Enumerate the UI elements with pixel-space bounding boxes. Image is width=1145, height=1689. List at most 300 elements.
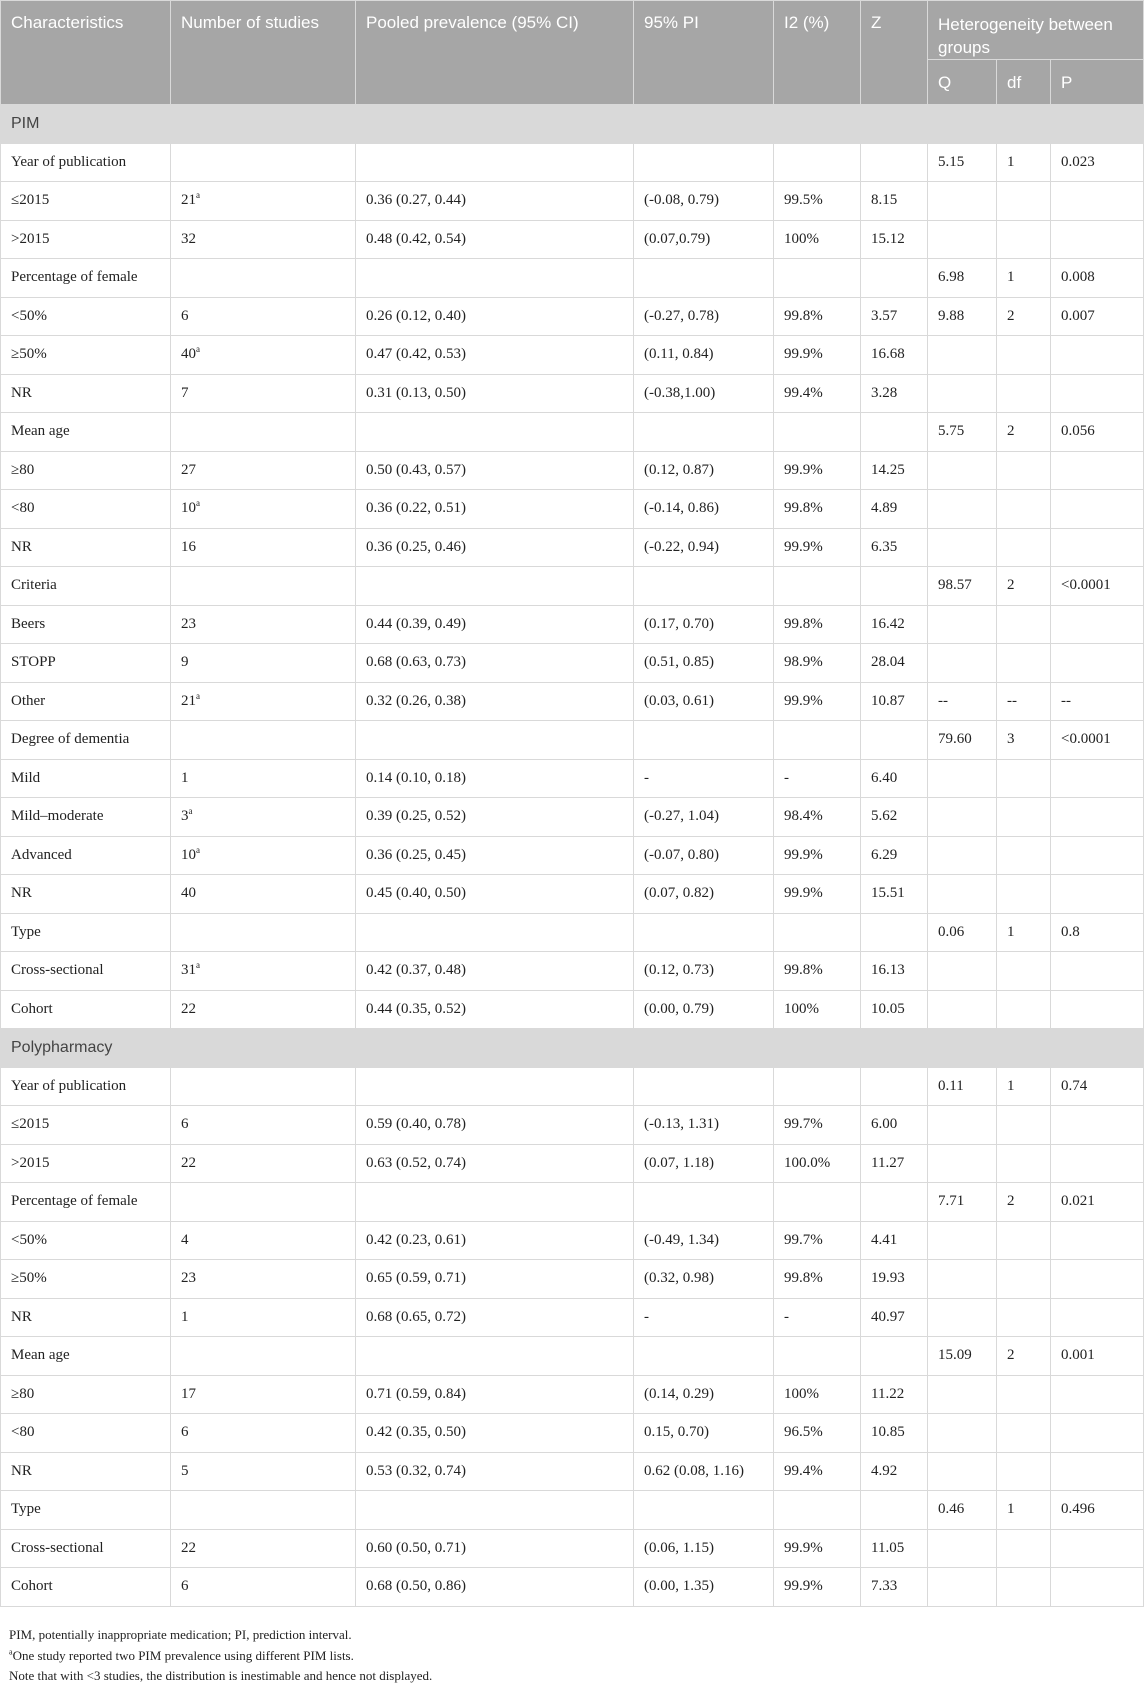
cell-characteristic [1, 1414, 171, 1453]
cell-value: (0.06, 1.15) [644, 1539, 714, 1556]
cell-prediction-interval [634, 605, 774, 644]
cell-value: -- [1061, 692, 1071, 709]
cell-value: - [784, 1308, 789, 1325]
cell-i2 [774, 605, 861, 644]
cell-q [928, 490, 997, 529]
cell-pooled-prevalence [356, 1375, 634, 1414]
cell-value: 96.5% [784, 1424, 823, 1441]
cell-value: 100.0% [784, 1154, 831, 1171]
cell-prediction-interval [634, 836, 774, 875]
cell-i2 [774, 1414, 861, 1453]
cell-i2 [774, 1183, 861, 1222]
section-header-row [1, 1029, 1144, 1068]
cell-value: ≤2015 [11, 1116, 50, 1133]
cell-p [1051, 721, 1144, 760]
table-row [1, 1568, 1144, 1607]
cell-i2 [774, 952, 861, 991]
cell-value: <0.0001 [1061, 731, 1111, 748]
cell-z [861, 721, 928, 760]
cell-pooled-prevalence [356, 374, 634, 413]
cell-prediction-interval [634, 182, 774, 221]
cell-z [861, 644, 928, 683]
cell-z [861, 1452, 928, 1491]
cell-value: 2 [1007, 577, 1015, 594]
cell-value: 0.68 (0.50, 0.86) [366, 1578, 466, 1595]
cell-characteristic [1, 721, 171, 760]
cell-q [928, 1375, 997, 1414]
cell-df [997, 1221, 1051, 1260]
cell-value: Mild [11, 769, 41, 786]
cell-z [861, 1106, 928, 1145]
cell-value: 5 [181, 1462, 189, 1479]
cell-value: 21 [181, 692, 196, 709]
col-z: Z [861, 1, 928, 105]
cell-p [1051, 1183, 1144, 1222]
cell-p [1051, 182, 1144, 221]
cell-value: 99.9% [784, 692, 823, 709]
table-row [1, 682, 1144, 721]
cell-prediction-interval [634, 451, 774, 490]
cell-df [997, 1414, 1051, 1453]
cell-df [997, 1144, 1051, 1183]
cell-df [997, 1491, 1051, 1530]
cell-characteristic [1, 528, 171, 567]
cell-value: Percentage of female [11, 1193, 138, 1210]
cell-value: Mean age [11, 423, 70, 440]
cell-value: NR [11, 538, 32, 555]
cell-value: 9 [181, 654, 189, 671]
cell-prediction-interval [634, 220, 774, 259]
cell-characteristic [1, 605, 171, 644]
footnote-marker: a [196, 498, 200, 509]
cell-value: (0.14, 0.29) [644, 1385, 714, 1402]
cell-value: 2 [1007, 1193, 1015, 1210]
cell-df [997, 836, 1051, 875]
cell-z [861, 1491, 928, 1530]
cell-value: 0.45 (0.40, 0.50) [366, 885, 466, 902]
cell-prediction-interval [634, 1183, 774, 1222]
section-filler-cell [1051, 105, 1144, 144]
cell-pooled-prevalence [356, 1106, 634, 1145]
cell-p [1051, 490, 1144, 529]
cell-number-of-studies [171, 490, 356, 529]
cell-p [1051, 1529, 1144, 1568]
cell-p [1051, 1106, 1144, 1145]
cell-value: 0.32 (0.26, 0.38) [366, 692, 466, 709]
cell-value: NR [11, 384, 32, 401]
cell-value: >2015 [11, 230, 50, 247]
cell-p [1051, 682, 1144, 721]
cell-prediction-interval [634, 297, 774, 336]
cell-value: 10.85 [871, 1424, 905, 1441]
cell-value: 0.60 (0.50, 0.71) [366, 1539, 466, 1556]
cell-df [997, 1067, 1051, 1106]
cell-i2 [774, 644, 861, 683]
header-row [1, 1, 1144, 60]
cell-value: 99.9% [784, 1539, 823, 1556]
cell-q [928, 682, 997, 721]
cell-value: 6 [181, 1116, 189, 1133]
cell-characteristic [1, 1452, 171, 1491]
cell-pooled-prevalence [356, 451, 634, 490]
cell-value: 0.06 [938, 923, 965, 940]
cell-value: 21 [181, 192, 196, 209]
cell-pooled-prevalence [356, 1491, 634, 1530]
cell-characteristic [1, 1298, 171, 1337]
cell-characteristic [1, 297, 171, 336]
footnote-marker: a [196, 190, 200, 201]
cell-value: Cohort [11, 1000, 53, 1017]
cell-value: 17 [181, 1385, 196, 1402]
cell-value: 40.97 [871, 1308, 905, 1325]
cell-value: NR [11, 885, 32, 902]
cell-value: <50% [11, 1231, 47, 1248]
cell-i2 [774, 1067, 861, 1106]
cell-characteristic [1, 1106, 171, 1145]
cell-prediction-interval [634, 952, 774, 991]
table-row [1, 1067, 1144, 1106]
cell-value: 15.09 [938, 1347, 972, 1364]
cell-pooled-prevalence [356, 990, 634, 1029]
cell-prediction-interval [634, 682, 774, 721]
cell-number-of-studies [171, 1491, 356, 1530]
cell-value: 0.056 [1061, 423, 1095, 440]
cell-pooled-prevalence [356, 413, 634, 452]
cell-q [928, 952, 997, 991]
cell-p [1051, 1452, 1144, 1491]
cell-z [861, 1568, 928, 1607]
section-filler-cell [356, 105, 634, 144]
cell-value: 0.68 (0.63, 0.73) [366, 654, 466, 671]
cell-q [928, 1067, 997, 1106]
cell-df [997, 1260, 1051, 1299]
cell-q [928, 721, 997, 760]
cell-value: 10 [181, 846, 196, 863]
section-header-row [1, 105, 1144, 144]
cell-i2 [774, 759, 861, 798]
cell-pooled-prevalence [356, 297, 634, 336]
cell-number-of-studies [171, 1529, 356, 1568]
cell-pooled-prevalence [356, 798, 634, 837]
cell-p [1051, 1414, 1144, 1453]
cell-prediction-interval [634, 644, 774, 683]
cell-i2 [774, 913, 861, 952]
cell-value: 1 [1007, 153, 1015, 170]
table-row [1, 451, 1144, 490]
cell-value: 14.25 [871, 461, 905, 478]
cell-pooled-prevalence [356, 1144, 634, 1183]
cell-value: 0.496 [1061, 1501, 1095, 1518]
cell-value: 99.9% [784, 846, 823, 863]
section-title: PIM [1, 105, 171, 144]
section-filler-cell [997, 105, 1051, 144]
cell-value: 0.42 (0.37, 0.48) [366, 962, 466, 979]
cell-i2 [774, 220, 861, 259]
cell-p [1051, 451, 1144, 490]
cell-p [1051, 1375, 1144, 1414]
cell-number-of-studies [171, 143, 356, 182]
cell-z [861, 1144, 928, 1183]
cell-q [928, 1106, 997, 1145]
cell-i2 [774, 721, 861, 760]
cell-z [861, 875, 928, 914]
cell-q [928, 220, 997, 259]
cell-value: 40 [181, 885, 196, 902]
cell-characteristic [1, 451, 171, 490]
cell-z [861, 567, 928, 606]
cell-value: 8.15 [871, 192, 898, 209]
cell-value: 1 [181, 769, 189, 786]
cell-p [1051, 1568, 1144, 1607]
cell-q [928, 1221, 997, 1260]
cell-z [861, 1414, 928, 1453]
cell-z [861, 374, 928, 413]
cell-number-of-studies [171, 1183, 356, 1222]
cell-value: 0.44 (0.35, 0.52) [366, 1000, 466, 1017]
cell-value: 0.001 [1061, 1347, 1095, 1364]
cell-characteristic [1, 1183, 171, 1222]
footnote-note: Note that with <3 studies, the distribution is inestimable and hence not displayed. [9, 1668, 433, 1683]
section-filler-cell [634, 105, 774, 144]
cell-z [861, 1375, 928, 1414]
table-row [1, 875, 1144, 914]
cell-pooled-prevalence [356, 1067, 634, 1106]
cell-pooled-prevalence [356, 182, 634, 221]
cell-value: 99.8% [784, 307, 823, 324]
cell-number-of-studies [171, 1568, 356, 1607]
cell-value: 16 [181, 538, 196, 555]
cell-value: - [644, 1308, 649, 1325]
cell-df [997, 644, 1051, 683]
cell-i2 [774, 836, 861, 875]
cell-df [997, 1337, 1051, 1376]
cell-value: (0.07, 1.18) [644, 1154, 714, 1171]
col-i2: I2 (%) [774, 1, 861, 105]
table-row [1, 952, 1144, 991]
cell-value: 4.89 [871, 500, 898, 517]
cell-value: ≥80 [11, 1385, 35, 1402]
cell-value: -- [1007, 692, 1017, 709]
cell-df [997, 259, 1051, 298]
cell-pooled-prevalence [356, 1529, 634, 1568]
cell-df [997, 1529, 1051, 1568]
cell-characteristic [1, 336, 171, 375]
cell-value: 99.9% [784, 885, 823, 902]
cell-prediction-interval [634, 759, 774, 798]
cell-prediction-interval [634, 990, 774, 1029]
cell-p [1051, 875, 1144, 914]
cell-value: 99.4% [784, 384, 823, 401]
cell-z [861, 297, 928, 336]
cell-value: <50% [11, 307, 47, 324]
cell-value: 0.42 (0.23, 0.61) [366, 1231, 466, 1248]
cell-value: 10.05 [871, 1000, 905, 1017]
table-body [1, 105, 1144, 1607]
section-filler-cell [1051, 1029, 1144, 1068]
cell-number-of-studies [171, 1337, 356, 1376]
cell-value: ≥80 [11, 461, 35, 478]
cell-q [928, 990, 997, 1029]
cell-p [1051, 567, 1144, 606]
cell-q [928, 644, 997, 683]
cell-i2 [774, 374, 861, 413]
cell-value: 7 [181, 384, 189, 401]
cell-pooled-prevalence [356, 336, 634, 375]
cell-value: 0.26 (0.12, 0.40) [366, 307, 466, 324]
table-row [1, 1221, 1144, 1260]
cell-value: 6 [181, 1578, 189, 1595]
cell-value: 2 [1007, 1347, 1015, 1364]
table-row [1, 182, 1144, 221]
cell-characteristic [1, 374, 171, 413]
cell-pooled-prevalence [356, 490, 634, 529]
cell-df [997, 952, 1051, 991]
cell-characteristic [1, 182, 171, 221]
cell-characteristic [1, 682, 171, 721]
cell-pooled-prevalence [356, 1260, 634, 1299]
cell-value: (-0.07, 0.80) [644, 846, 719, 863]
cell-value: 2 [1007, 307, 1015, 324]
cell-i2 [774, 490, 861, 529]
cell-value: 0.008 [1061, 269, 1095, 286]
cell-number-of-studies [171, 875, 356, 914]
cell-i2 [774, 1221, 861, 1260]
cell-value: 27 [181, 461, 196, 478]
cell-characteristic [1, 1375, 171, 1414]
cell-characteristic [1, 1144, 171, 1183]
cell-value: 32 [181, 230, 196, 247]
cell-i2 [774, 182, 861, 221]
cell-pooled-prevalence [356, 913, 634, 952]
cell-value: 100% [784, 1000, 819, 1017]
cell-number-of-studies [171, 1260, 356, 1299]
cell-value: 23 [181, 615, 196, 632]
cell-i2 [774, 1298, 861, 1337]
table-row [1, 528, 1144, 567]
table-row [1, 1183, 1144, 1222]
cell-i2 [774, 682, 861, 721]
cell-q [928, 1414, 997, 1453]
cell-number-of-studies [171, 1375, 356, 1414]
cell-df [997, 220, 1051, 259]
cell-value: 3.57 [871, 307, 898, 324]
cell-p [1051, 759, 1144, 798]
footnote-marker: a [196, 344, 200, 355]
table-row [1, 836, 1144, 875]
cell-z [861, 182, 928, 221]
cell-value: 0.47 (0.42, 0.53) [366, 346, 466, 363]
cell-pooled-prevalence [356, 220, 634, 259]
cell-df [997, 413, 1051, 452]
cell-q [928, 374, 997, 413]
cell-df [997, 297, 1051, 336]
cell-prediction-interval [634, 143, 774, 182]
cell-value: Cross-sectional [11, 962, 104, 979]
table-row [1, 413, 1144, 452]
table-row [1, 1452, 1144, 1491]
cell-value: 0.68 (0.65, 0.72) [366, 1308, 466, 1325]
cell-p [1051, 1491, 1144, 1530]
col-heterogeneity: Heterogeneity between groups [928, 1, 1144, 60]
cell-i2 [774, 1375, 861, 1414]
cell-value: (-0.08, 0.79) [644, 192, 719, 209]
cell-value: 0.59 (0.40, 0.78) [366, 1116, 466, 1133]
cell-q [928, 413, 997, 452]
cell-i2 [774, 990, 861, 1029]
cell-value: 7.71 [938, 1193, 965, 1210]
cell-value: 0.44 (0.39, 0.49) [366, 615, 466, 632]
col-characteristics: Characteristics [1, 1, 171, 105]
cell-characteristic [1, 1568, 171, 1607]
cell-number-of-studies [171, 1298, 356, 1337]
cell-value: 5.62 [871, 808, 898, 825]
cell-prediction-interval [634, 374, 774, 413]
cell-value: (-0.13, 1.31) [644, 1116, 719, 1133]
cell-value: 16.68 [871, 346, 905, 363]
cell-characteristic [1, 952, 171, 991]
cell-z [861, 1067, 928, 1106]
cell-characteristic [1, 1067, 171, 1106]
cell-value: ≤2015 [11, 192, 50, 209]
cell-value: 0.48 (0.42, 0.54) [366, 230, 466, 247]
cell-value: 0.007 [1061, 307, 1095, 324]
cell-p [1051, 798, 1144, 837]
table-row [1, 1260, 1144, 1299]
cell-q [928, 1298, 997, 1337]
cell-value: 6.00 [871, 1116, 898, 1133]
cell-value: 99.7% [784, 1231, 823, 1248]
section-filler-cell [861, 1029, 928, 1068]
cell-p [1051, 1067, 1144, 1106]
cell-characteristic [1, 413, 171, 452]
table-row [1, 1298, 1144, 1337]
cell-p [1051, 913, 1144, 952]
cell-value: -- [938, 692, 948, 709]
cell-number-of-studies [171, 220, 356, 259]
col-prediction-interval: 95% PI [634, 1, 774, 105]
cell-z [861, 798, 928, 837]
cell-number-of-studies [171, 413, 356, 452]
table-row [1, 1375, 1144, 1414]
cell-z [861, 451, 928, 490]
cell-value: 10.87 [871, 692, 905, 709]
cell-value: <0.0001 [1061, 577, 1111, 594]
cell-value: 22 [181, 1000, 196, 1017]
cell-value: 100% [784, 230, 819, 247]
cell-z [861, 336, 928, 375]
table-row [1, 336, 1144, 375]
cell-value: 0.50 (0.43, 0.57) [366, 461, 466, 478]
cell-i2 [774, 528, 861, 567]
cell-pooled-prevalence [356, 567, 634, 606]
cell-value: 6.40 [871, 769, 898, 786]
cell-p [1051, 220, 1144, 259]
cell-prediction-interval [634, 336, 774, 375]
cell-number-of-studies [171, 644, 356, 683]
cell-pooled-prevalence [356, 1414, 634, 1453]
cell-q [928, 143, 997, 182]
cell-value: 98.9% [784, 654, 823, 671]
cell-value: 1 [1007, 1501, 1015, 1518]
cell-number-of-studies [171, 1067, 356, 1106]
cell-value: Other [11, 692, 46, 709]
cell-pooled-prevalence [356, 1337, 634, 1376]
footnote-marker: a [196, 690, 200, 701]
cell-characteristic [1, 1491, 171, 1530]
cell-q [928, 605, 997, 644]
cell-value: 79.60 [938, 731, 972, 748]
cell-i2 [774, 1452, 861, 1491]
